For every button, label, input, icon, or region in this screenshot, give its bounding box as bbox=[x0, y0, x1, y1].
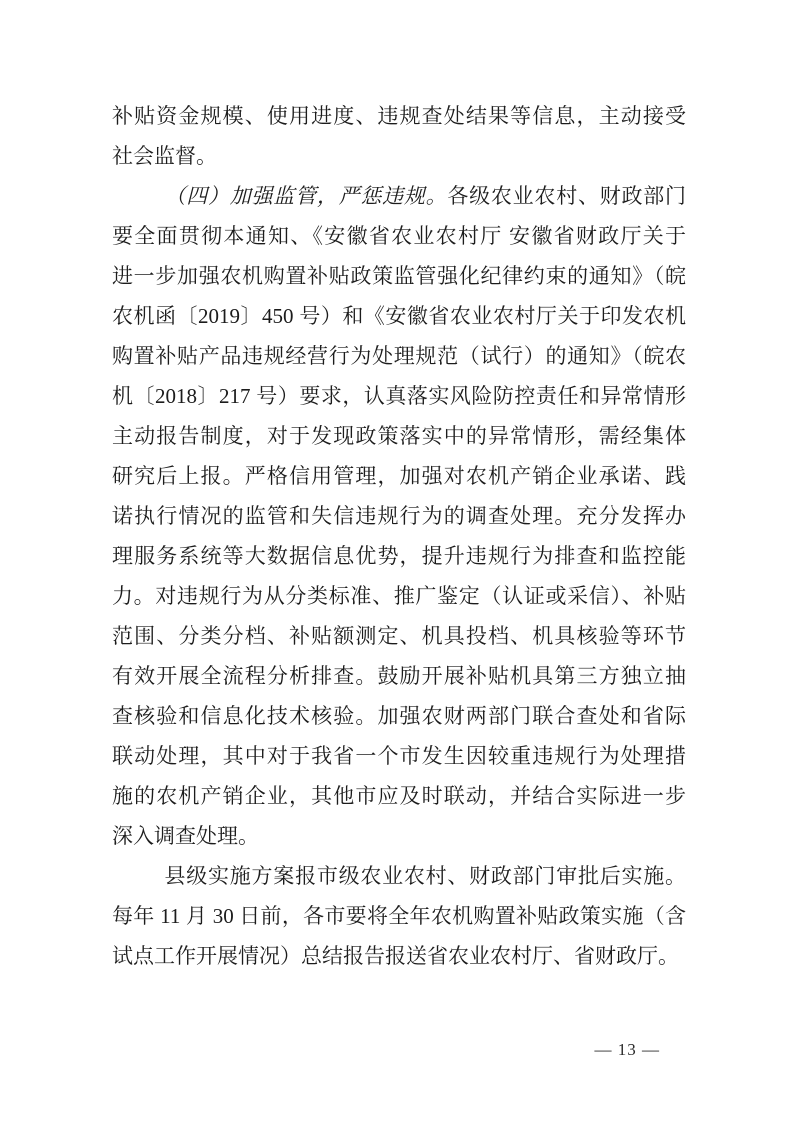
text-line: 联动处理，其中对于我省一个市发生因较重违规行为处理措 bbox=[112, 744, 686, 768]
text-line: 县级实施方案报市级农业农村、财政部门审批后实施。 bbox=[164, 864, 686, 888]
text-line: 查核验和信息化技术核验。加强农财两部门联合查处和省际 bbox=[112, 704, 686, 728]
text-line: 诺执行情况的监管和失信违规行为的调查处理。充分发挥办 bbox=[112, 504, 686, 528]
text-line: 机〔2018〕217 号）要求，认真落实风险防控责任和异常情形 bbox=[112, 384, 686, 408]
text-line: 范围、分类分档、补贴额测定、机具投档、机具核验等环节 bbox=[112, 624, 686, 648]
text-line: 研究后上报。严格信用管理，加强对农机产销企业承诺、践 bbox=[112, 464, 686, 488]
text-line: 购置补贴产品违规经营行为处理规范（试行）的通知》（皖农 bbox=[112, 344, 686, 368]
text-segment: 各级农业农村、财政部门 bbox=[447, 184, 686, 208]
page-number: — 13 — bbox=[594, 1040, 660, 1059]
text-line: 农机函〔2019〕450 号）和《安徽省农业农村厅关于印发农机 bbox=[112, 304, 686, 328]
text-line: 有效开展全流程分析排查。鼓励开展补贴机具第三方独立抽 bbox=[112, 664, 686, 688]
text-line: 每年 11 月 30 日前，各市要将全年农机购置补贴政策实施（含 bbox=[112, 904, 686, 928]
text-line: 要全面贯彻本通知、《安徽省农业农村厅 安徽省财政厅关于 bbox=[112, 224, 686, 248]
text-line: 进一步加强农机购置补贴政策监管强化纪律约束的通知》（皖 bbox=[112, 264, 686, 288]
text-line: 施的农机产销企业，其他市应及时联动，并结合实际进一步 bbox=[112, 784, 686, 808]
section-heading-kaiti: （四）加强监管，严惩违规。 bbox=[164, 184, 448, 208]
text-line: 试点工作开展情况）总结报告报送省农业农村厅、省财政厅。 bbox=[112, 944, 679, 968]
text-line: 社会监督。 bbox=[112, 144, 217, 168]
text-line bbox=[112, 176, 686, 216]
body-text bbox=[112, 96, 686, 976]
text-line: 深入调查处理。 bbox=[112, 824, 259, 848]
text-line: 力。对违规行为从分类标准、推广鉴定（认证或采信）、补贴 bbox=[112, 584, 686, 608]
text-line: 主动报告制度，对于发现政策落实中的异常情形，需经集体 bbox=[112, 424, 686, 448]
text-line: 理服务系统等大数据信息优势，提升违规行为排查和监控能 bbox=[112, 544, 686, 568]
text-line: 补贴资金规模、使用进度、违规查处结果等信息，主动接受 bbox=[112, 104, 686, 128]
